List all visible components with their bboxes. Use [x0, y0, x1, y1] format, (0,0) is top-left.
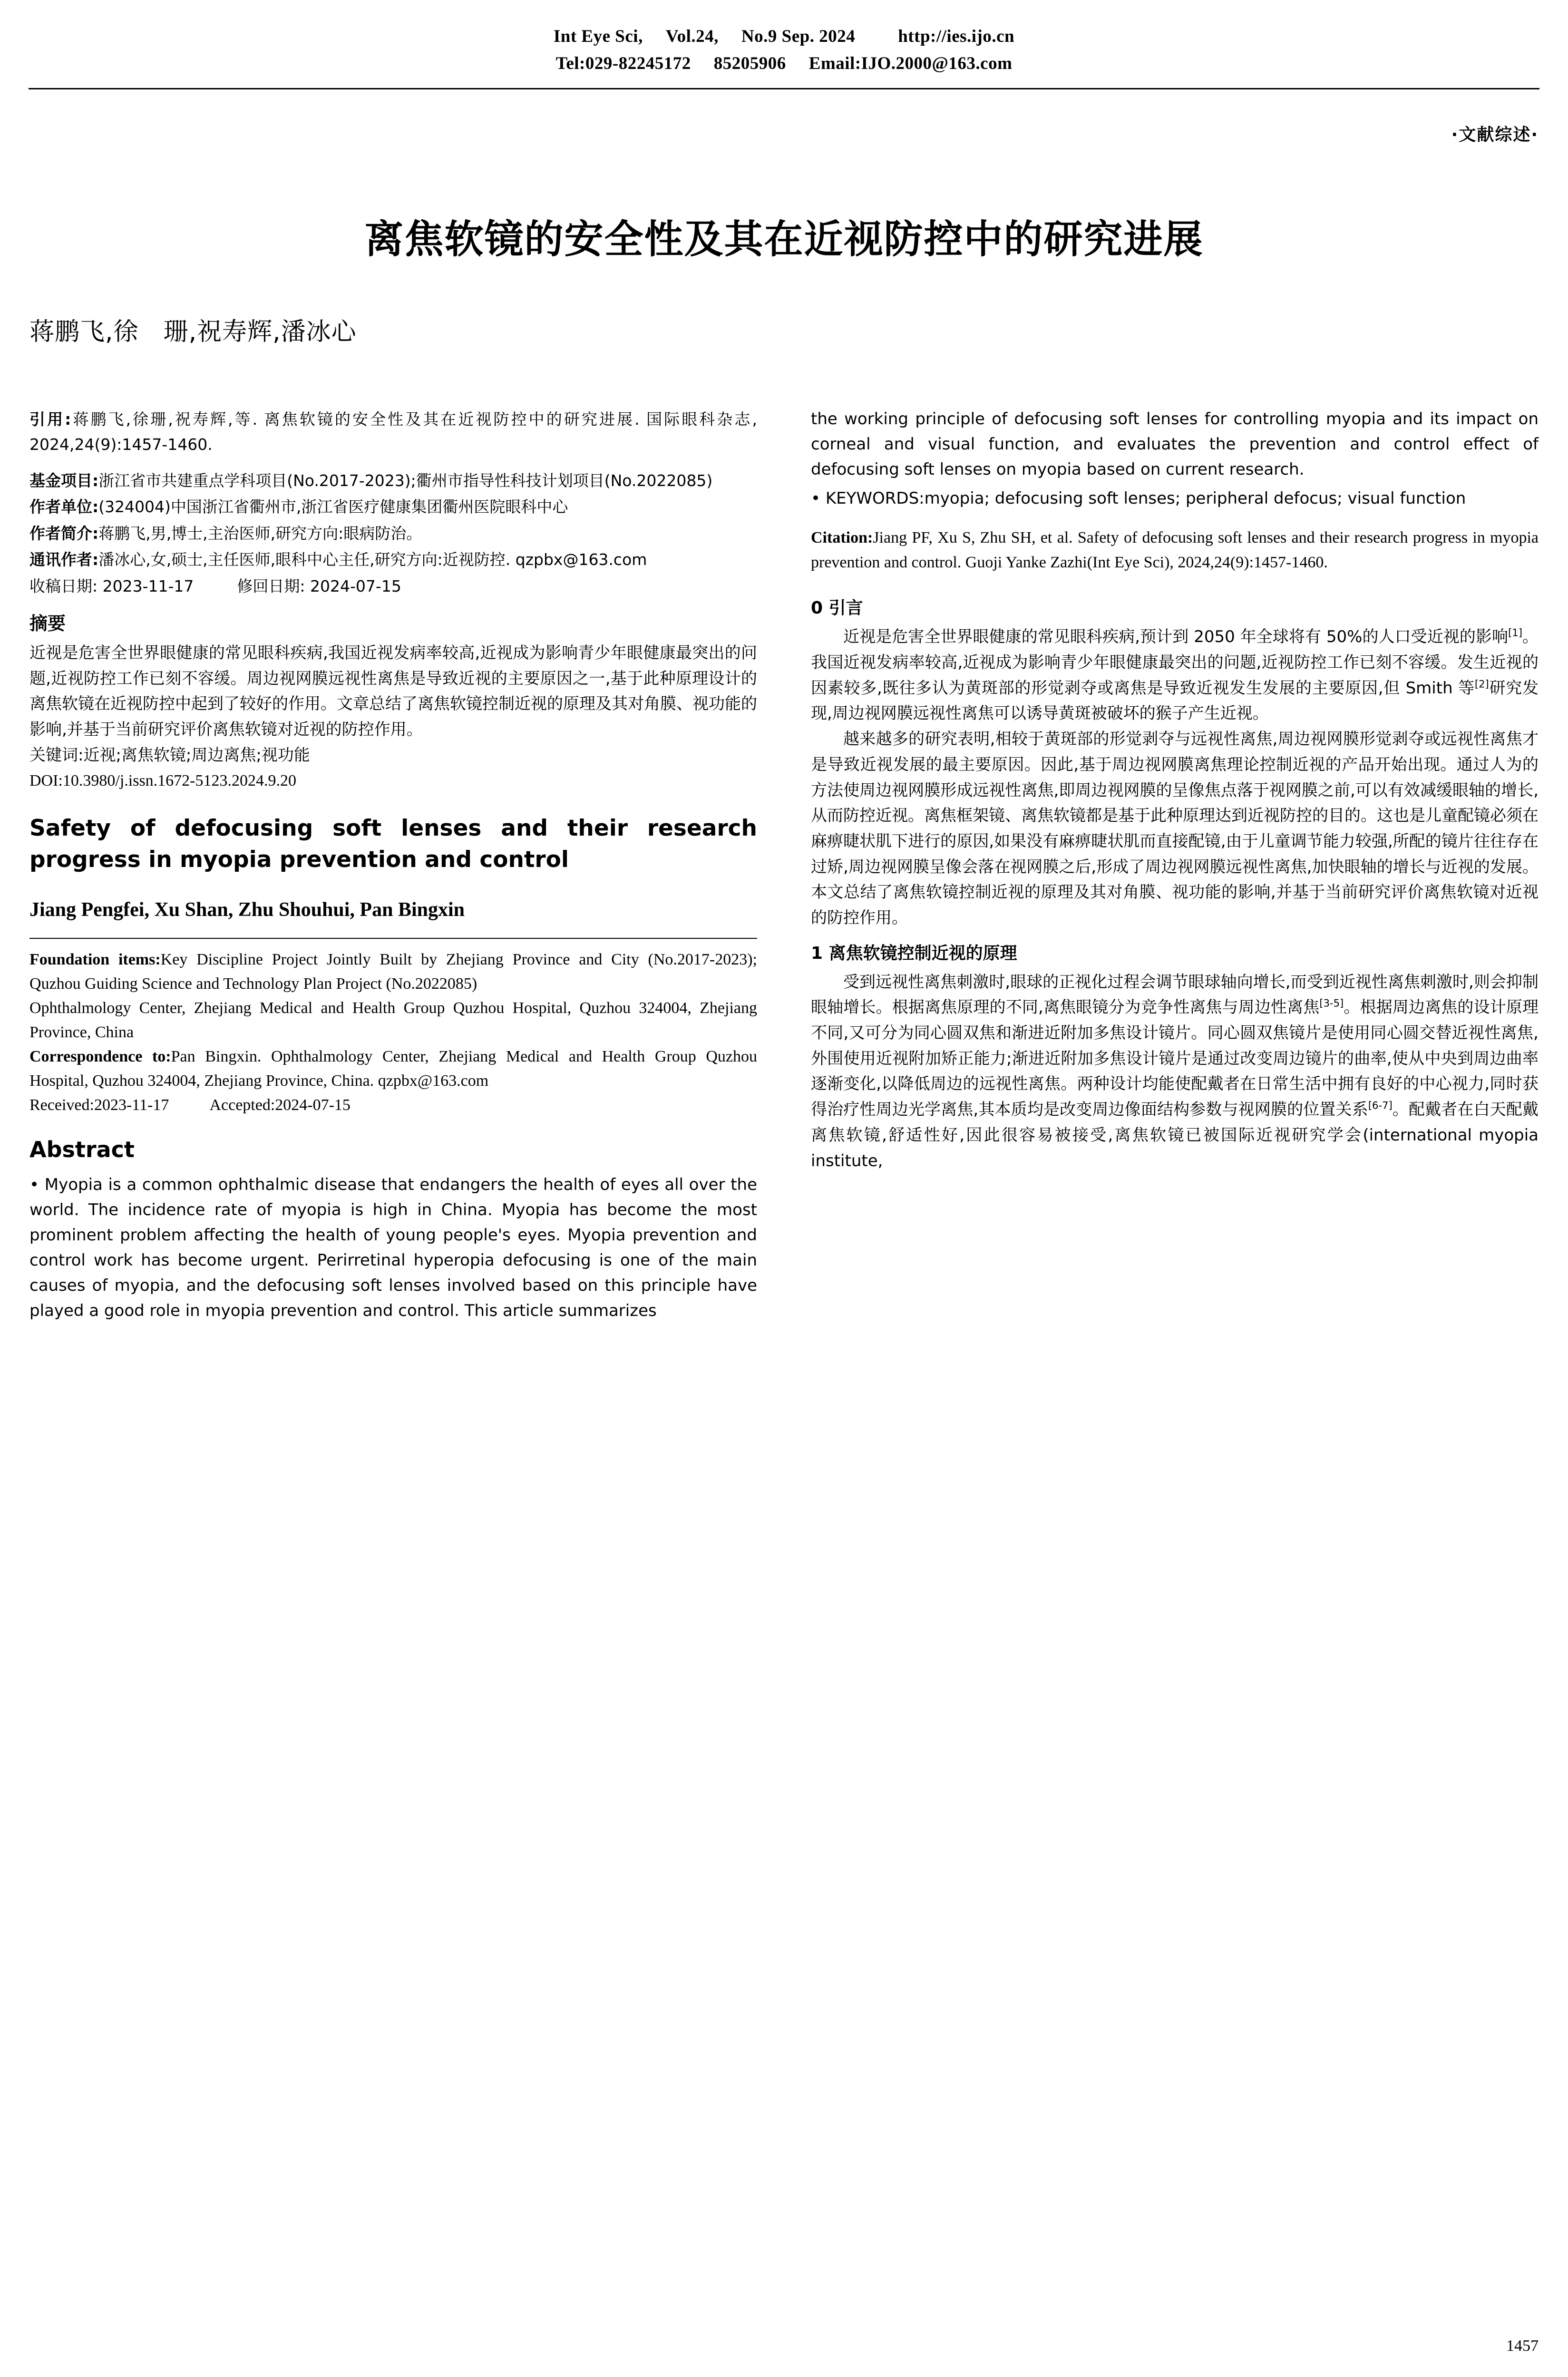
citation-zh-label: 引用:	[29, 410, 71, 429]
revised-zh-label: 修回日期:	[237, 576, 305, 595]
accepted-en-label: Accepted:	[209, 1096, 275, 1114]
left-column	[29, 407, 757, 1324]
sec1-p1-part-a: 受到远视性离焦刺激时,眼球的正视化过程会调节眼球轴向增长,而受到近视性离焦刺激时,则会抑制眼轴增长。根据离焦原理的不同,离焦眼镜分为竞争性离焦与周边性离焦	[811, 972, 1539, 1017]
author-1: 蒋鹏飞	[29, 318, 106, 346]
section-0-paragraph-1	[811, 624, 1539, 727]
citation-zh-text: 蒋鹏飞,徐珊,祝寿辉,等. 离焦软镜的安全性及其在近视防控中的研究进展. 国际眼科杂志, 2024,24(9):1457-1460.	[29, 410, 757, 454]
accepted-en-date: 2024-07-15	[275, 1096, 351, 1114]
journal-website: http://ies.ijo.cn	[898, 27, 1015, 46]
received-en-date: 2023-11-17	[94, 1096, 169, 1114]
foundation-items-label: Foundation items:	[29, 950, 161, 968]
keywords-zh	[29, 743, 757, 769]
foundation-items-text: Key Discipline Project Jointly Built by Zhejiang Province and City (No.2017-2023); Quzhou Guiding Science and Technology Plan Project (No.2022085)	[29, 950, 757, 993]
citation-en-text: Jiang PF, Xu S, Zhu SH, et al. Safety of defocusing soft lenses and their research progress in myopia prevention and control. Guoji Yanke Zazhi(Int Eye Sci), 2024,24(9):1457-1460.	[811, 529, 1539, 571]
section-1-paragraph-1	[811, 970, 1539, 1174]
reference-3-5: [3-5]	[1319, 997, 1344, 1009]
keywords-en-label: • KEYWORDS:	[811, 489, 925, 508]
affiliation-en: Ophthalmology Center, Zhejiang Medical and Health Group Quzhou Hospital, Quzhou 324004, Zhejiang Province, China	[29, 999, 757, 1041]
author-bio-zh	[29, 521, 757, 546]
keywords-en-text: myopia; defocusing soft lenses; peripheral defocus; visual function	[924, 489, 1466, 508]
sec0-p1-part-b: 。我国近视发病率较高,近视成为影响青少年眼健康最突出的问题,近视防控工作已刻不容缓。发生近视的因素较多,既往多认为黄斑部的形觉剥夺或离焦是导致近视发生发展的主要原因,但 Smith 等	[811, 627, 1539, 698]
reference-2: [2]	[1474, 678, 1489, 690]
abstract-en-tail: the working principle of defocusing soft lenses for controlling myopia and its impact on corneal and visual function, and evaluates the prevention and control effect of defocusing soft lenses on myopia based on current research.	[811, 409, 1539, 479]
journal-volume: Vol.24	[665, 27, 714, 46]
running-head: Int Eye Sci, Vol.24, No.9 Sep. 2024 http://ies.ijo.cn Tel:029-82245172 85205906 Email:IJO.2000@163.com	[553, 27, 1015, 74]
section-0-heading: 0 引言	[811, 598, 863, 618]
sec1-p1-part-b: 。根据周边离焦的设计原理不同,又可分为同心圆双焦和渐进近附加多焦设计镜片。同心圆双焦镜片是使用同心圆交替近视性离焦,外围使用近视附加矫正能力;渐进近附加多焦设计镜片是通过改变周边镜片的曲率,使从中央到周边曲率逐渐变化,以降低周边的远视性离焦。两种设计均能使配戴者在日常生活中拥有良好的中心视力,同时获得治疗性周边光学离焦,其本质均是改变周边像面结构参数与视网膜的位置关系	[811, 998, 1539, 1120]
journal-issue: No.9 Sep. 2024	[741, 27, 856, 46]
journal-tel: Tel:029-82245172	[555, 54, 691, 74]
abstract-en-heading: Abstract	[29, 1136, 135, 1162]
author-bio-zh-label: 作者简介:	[29, 524, 99, 543]
journal-tel2: 85205906	[713, 54, 786, 74]
fund-zh	[29, 468, 757, 493]
sec1-p1-part-c: 。配戴者在白天配戴离焦软镜,舒适性好,因此很容易被接受,离焦软镜已被国际近视研究学会(international myopia institute,	[811, 1100, 1539, 1170]
foundation-block	[29, 947, 757, 1117]
keywords-en	[811, 486, 1539, 511]
dates-en	[29, 1093, 757, 1117]
sec0-p1-part-a: 近视是危害全世界眼健康的常见眼科疾病,预计到 2050 年全球将有 50%的人口受近视的影响	[843, 627, 1509, 647]
received-zh-date: 2023-11-17	[102, 576, 194, 595]
authors-english: Jiang Pengfei, Xu Shan, Zhu Shouhui, Pan Bingxin	[29, 898, 465, 921]
author-2: 徐	[113, 318, 139, 346]
correspondence-en-label: Correspondence to:	[29, 1047, 171, 1065]
header-divider	[29, 88, 1539, 89]
fund-zh-text: 浙江省市共建重点学科项目(No.2017-2023);衢州市指导性科技计划项目(No.2022085)	[98, 471, 713, 490]
author-3: 珊	[163, 318, 189, 346]
received-en-label: Received:	[29, 1096, 94, 1114]
reference-6-7: [6-7]	[1368, 1099, 1393, 1111]
correspondence-zh-text: 潘冰心,女,硕士,主任医师,眼科中心主任,研究方向:近视防控. qzpbx@163.com	[98, 550, 647, 569]
affiliation-zh-text: (324004)中国浙江省衢州市,浙江省医疗健康集团衢州医院眼科中心	[98, 497, 568, 516]
revised-zh-date: 2024-07-15	[310, 576, 401, 595]
citation-en	[811, 526, 1539, 575]
article-category: ·文献综述·	[1451, 125, 1539, 145]
section-1-heading: 1 离焦软镜控制近视的原理	[811, 943, 1017, 963]
fund-zh-label: 基金项目:	[29, 471, 99, 490]
correspondence-zh	[29, 547, 757, 572]
section-divider	[29, 938, 757, 939]
author-5: 潘冰心	[281, 318, 357, 346]
correspondence-en-text: Pan Bingxin. Ophthalmology Center, Zhejiang Medical and Health Group Quzhou Hospital, Quzhou 324004, Zhejiang Province, China. qzpbx@163.com	[29, 1047, 757, 1090]
abstract-zh-text: 近视是危害全世界眼健康的常见眼科疾病,我国近视发病率较高,近视成为影响青少年眼健康最突出的问题,近视防控工作已刻不容缓。周边视网膜远视性离焦是导致近视的主要原因之一,基于此种原理设计的离焦软镜在近视防控中起到了较好的作用。文章总结了离焦软镜控制近视的原理及其对角膜、视功能的影响,并基于当前研究评价离焦软镜对近视的防控作用。	[29, 643, 757, 740]
foundation-items	[29, 947, 757, 996]
abstract-zh-heading: 摘要	[29, 613, 66, 634]
page-title-english: Safety of defocusing soft lenses and their research progress in myopia prevention and control	[29, 815, 757, 873]
keywords-zh-label: 关键词:	[29, 745, 84, 765]
dates-zh	[29, 574, 757, 599]
affiliation-zh	[29, 494, 757, 519]
section-0-paragraph-2: 越来越多的研究表明,相较于黄斑部的形觉剥夺与远视性离焦,周边视网膜形觉剥夺或远视性离焦才是导致近视发展的最主要原因。因此,基于周边视网膜离焦理论控制近视的产品开始出现。通过人为的方法使周边视网膜形成远视性离焦,即周边视网膜的呈像焦点落于视网膜之前,可以有效减缓眼轴的增长,从而防控近视。离焦框架镜、离焦软镜都是基于此种原理达到近视防控的目的。这也是儿童配镜必须在麻痹睫状肌下进行的原因,如果没有麻痹睫状肌而直接配镜,由于儿童调节能力较强,所配的镜片往往存在过矫,周边视网膜呈像会落在视网膜之后,形成了周边视网膜远视性离焦,加快眼轴的增长与近视的发展。本文总结了离焦软镜控制近视的原理及其对角膜、视功能的影响,并基于当前研究评价离焦软镜对近视的防控作用。	[811, 730, 1539, 928]
citation-en-label: Citation:	[811, 529, 873, 547]
author-4: 祝寿辉	[197, 318, 273, 346]
journal-email: Email:IJO.2000@163.com	[808, 54, 1013, 74]
correspondence-zh-label: 通讯作者:	[29, 550, 99, 569]
keywords-zh-text: 近视;离焦软镜;周边离焦;视功能	[83, 745, 310, 765]
right-column	[811, 407, 1539, 1174]
affiliation-zh-label: 作者单位:	[29, 497, 99, 516]
abstract-en-text: • Myopia is a common ophthalmic disease that endangers the health of eyes all over the world. The incidence rate of myopia is high in China. Myopia has become the most prominent problem affecting the health of young people's eyes. Myopia prevention and control work has become urgent. Perirretinal hyperopia defocusing is one of the main causes of myopia, and the defocusing soft lenses involved based on this principle have played a good role in myopia prevention and control. This article summarizes	[29, 1175, 757, 1320]
page-title: 离焦软镜的安全性及其在近视防控中的研究进展	[364, 216, 1204, 262]
citation-zh	[29, 407, 757, 458]
correspondence-en	[29, 1044, 757, 1093]
authors-chinese: 蒋鹏飞,徐 珊,祝寿辉,潘冰心	[29, 318, 357, 346]
reference-1: [1]	[1508, 626, 1522, 639]
page-number: 1457	[1506, 2337, 1539, 2355]
received-zh-label: 收稿日期:	[29, 576, 98, 595]
doi: DOI:10.3980/j.issn.1672-5123.2024.9.20	[29, 771, 296, 789]
sec0-p1-part-c: 研究发现,周边视网膜远视性离焦可以诱导黄斑被破坏的猴子产生近视。	[811, 678, 1539, 723]
author-bio-zh-text: 蒋鹏飞,男,博士,主治医师,研究方向:眼病防治。	[98, 524, 422, 543]
metadata-block	[29, 407, 757, 599]
journal-name: Int Eye Sci	[553, 27, 639, 46]
